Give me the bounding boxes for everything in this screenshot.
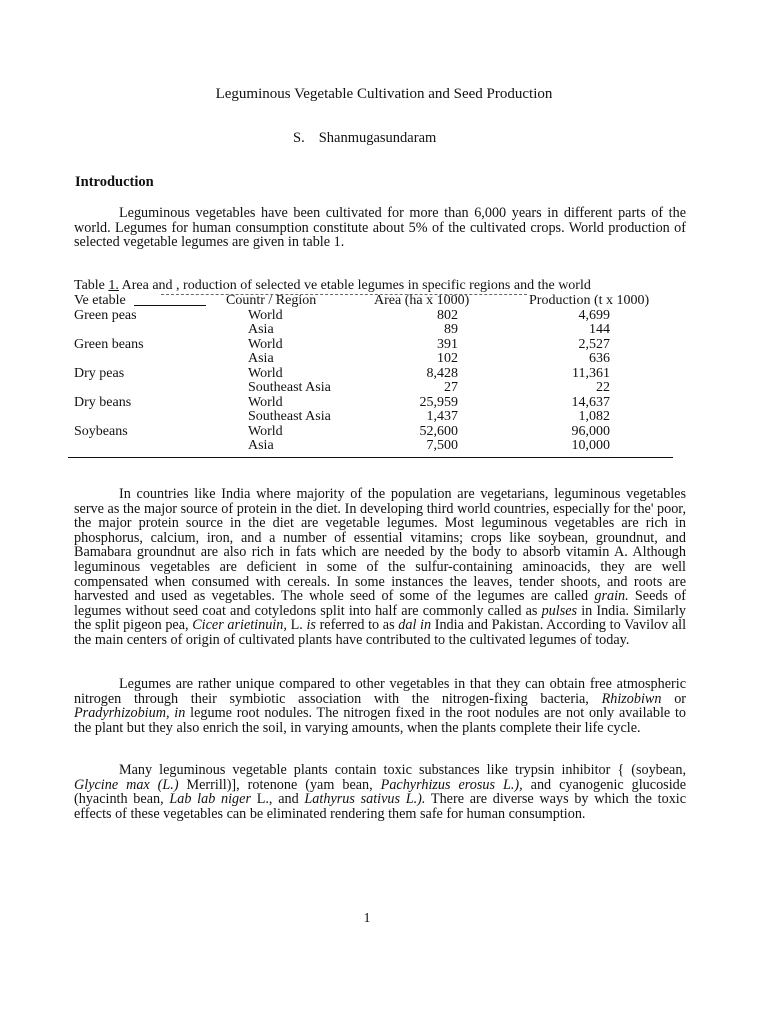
cell-area: 802 [437,307,458,323]
cell-area: 391 [437,336,458,352]
toxic-text-5: There are diverse ways by which the toxic effects of these vegetables can be eliminated rendering them safe for human consumption. [74,791,687,822]
cell-region: World [248,394,283,410]
protein-italic-dal: dal in [398,617,432,634]
nitrogen-text-2: or [674,690,687,707]
intro-heading: Introduction [75,174,154,190]
cell-area: 89 [444,322,458,337]
header-region: Countr / Region [226,293,317,308]
cell-region: Asia [248,351,274,366]
author-line [293,130,436,147]
cell-region: World [248,365,283,381]
cell-production: 11,361 [572,365,610,381]
toxic-text-4: L., and [256,791,299,808]
nitrogen-paragraph [74,677,686,735]
cell-area: 27 [444,380,458,395]
protein-text-3: in India. Similarly the split pigeon pea, [74,602,687,634]
document-title: Leguminous Vegetable Cultivation and Seed Production [215,86,553,102]
caption-label: Table [74,278,105,293]
cell-region: World [248,307,283,323]
table-bottom-rule [68,457,673,458]
cell-vegetable: Green beans [74,336,144,352]
toxic-italic-lablab: Lab lab niger [169,791,251,808]
cell-production: 1,082 [578,409,610,424]
intro-paragraph [74,206,686,250]
cell-production: 10,000 [571,438,610,453]
toxic-italic-pachyrhizus: Pachyrhizus erosus L.), [380,776,523,793]
header-blank-line [134,305,206,306]
caption-number: 1. [108,278,119,293]
cell-region: Asia [248,322,274,337]
toxic-text-2: Merrill)], rotenone (yam bean, [186,776,373,793]
table-row [74,395,674,410]
table-row [74,366,674,381]
header-production: Production (t x 1000) [529,293,650,308]
nitrogen-italic-rhizobium: Rhizobiwn [601,690,662,707]
cell-vegetable: Soybeans [74,423,128,439]
cell-region: Southeast Asia [248,409,331,424]
toxic-italic-glycine: Glycine max (L.) [74,776,179,793]
cell-production: 2,527 [578,336,610,352]
caption-text: Area and , roduction of selected ve etable legumes in specific regions and the world [121,278,591,293]
cell-region: Asia [248,438,274,453]
cell-production: 4,699 [578,307,610,323]
table-row [74,424,674,439]
table-row [74,351,674,366]
cell-production: 636 [589,351,610,366]
author-name: Shanmugasundaram [318,130,437,146]
cell-region: Southeast Asia [248,380,331,395]
table-row [74,409,674,424]
table-header-row [74,293,674,308]
toxic-text-3: and cyanogenic glucoside (hyacinth bean, [74,776,687,808]
author-initial: S. [293,130,305,146]
header-area: Area (ha x 1000) [374,293,470,308]
cell-area: 8,428 [426,365,458,381]
nitrogen-text-3: legume root nodules. The nitrogen fixed in the root nodules are not only available to the plant but they also enrich the soil, in varying amounts, when the plants complete their life cycle. [74,705,687,736]
cell-area: 7,500 [426,438,458,453]
cell-production: 144 [589,322,610,337]
protein-text-4: L. [290,617,303,634]
cell-region: World [248,423,283,439]
cell-production: 96,000 [571,423,610,439]
table-row [74,380,674,395]
table-row [74,308,674,323]
protein-text-2: Seeds of legumes without seed coat and cotyledons split into half are commonly called as [74,588,687,619]
protein-text-5: referred to as [319,617,395,634]
cell-production: 22 [596,380,610,395]
table-row [74,438,674,453]
page-number: 1 [363,911,371,926]
cell-area: 1,437 [426,409,458,424]
toxic-paragraph [74,763,686,821]
table-row [74,322,674,337]
protein-italic-cicer: Cicer arietinuin, [192,617,287,634]
intro-text: Leguminous vegetables have been cultivated for more than 6,000 years in different parts of the world. Legumes for human consumption constitute about 5% of the cultivated crops. World production of selected vegetable legumes are given in table 1. [74,205,686,251]
cell-region: World [248,336,283,352]
toxic-italic-lathyrus: Lathyrus sativus L.). [304,791,426,808]
protein-italic-is: is [306,617,316,634]
cell-vegetable: Dry beans [74,394,132,410]
protein-italic-pulses: pulses [541,602,578,619]
protein-text-6: India and Pakistan. According to Vavilov all the main centers of origin of cultivated plants have contributed to the cultivated legumes of today. [74,617,687,648]
cell-area: 102 [437,351,458,366]
protein-italic-grain: grain. [594,588,629,605]
nitrogen-text-1: Legumes are rather unique compared to other vegetables in that they can obtain free atmospheric nitrogen through their symbiotic association with the nitrogen-fixing bacteria, [74,676,686,707]
cell-area: 52,600 [419,423,458,439]
table-caption [74,278,591,294]
protein-text-1: In countries like India where majority of the population are vegetarians, leguminous vegetables serve as the major source of protein in the diet. In developing third world countries, especially for the' poor, the major protein source in the diet are vegetable legumes. Most leguminous vegetables are rich in phosphorus, calcium, iron, and a number of essential vitamins; crops like soybean, groundnut, and Bamabara groundnut are also rich in fats which are needed by the body to absorb vitamin A. Although leguminous vegetables are deficient in some of the sulfur-containing aminoacids, they are well compensated when consumed with cereals. In some instances the leaves, tender shoots, and roots are harvested and used as vegetables. The whole seed of some of the legumes are called [74,486,686,605]
cell-vegetable: Green peas [74,307,137,323]
header-vegetable-text: Ve etable [74,293,126,308]
table-body [74,308,674,453]
toxic-text-1: Many leguminous vegetable plants contain toxic substances like trypsin inhibitor { (soybean, [119,762,686,778]
table-row [74,337,674,352]
cell-vegetable: Dry peas [74,365,125,381]
nitrogen-italic-bradyrhizobium: Pradyrhizobium, in [74,705,186,722]
protein-paragraph [74,487,686,648]
cell-production: 14,637 [571,394,610,410]
production-table [74,293,674,453]
cell-area: 25,959 [419,394,458,410]
